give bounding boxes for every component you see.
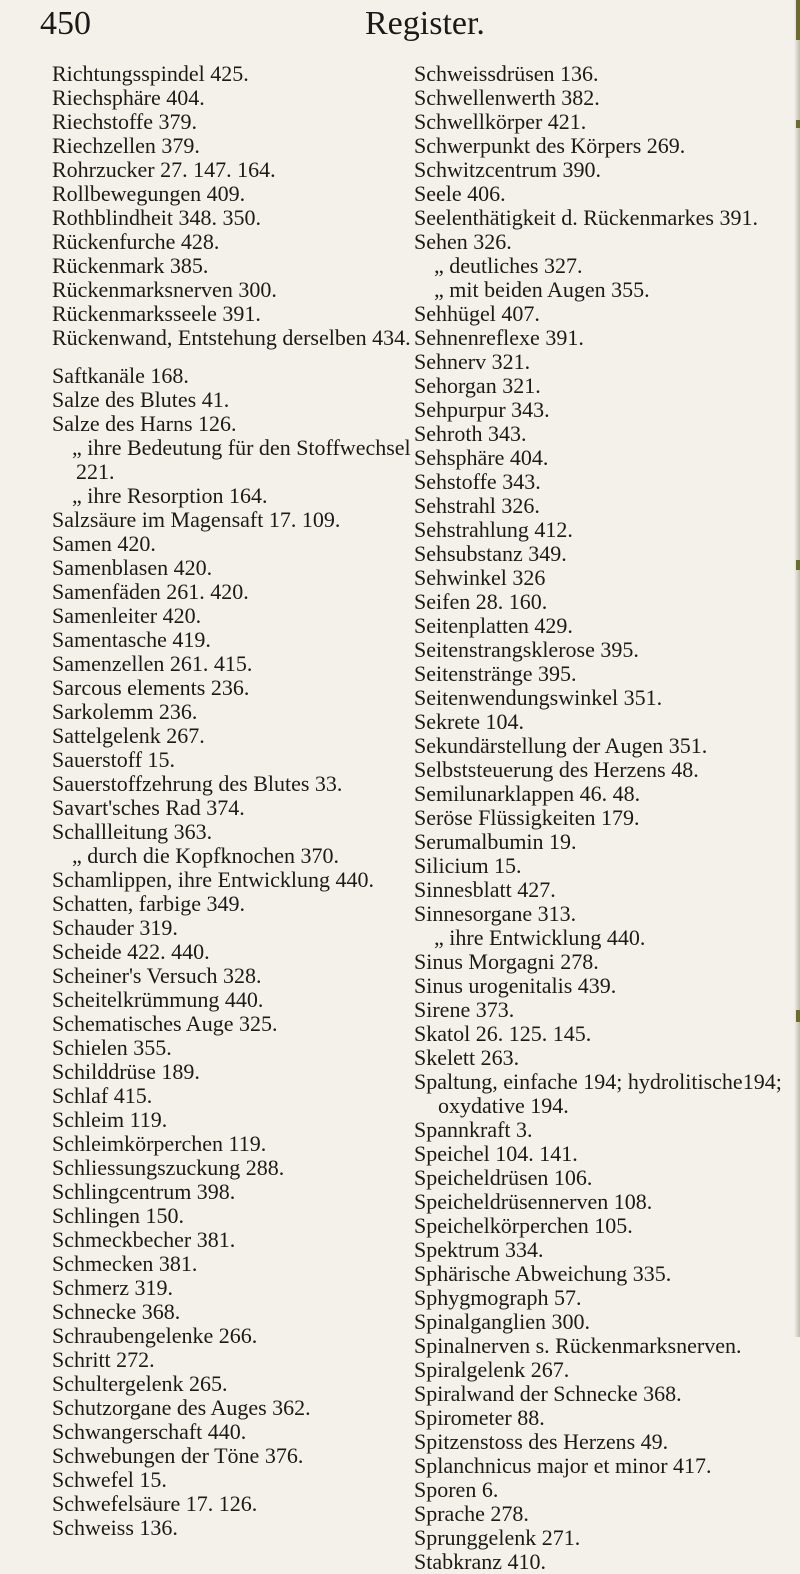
index-entry: Sinus Morgagni 278. — [414, 949, 599, 974]
index-entry: Speichel 104. 141. — [414, 1141, 578, 1166]
index-entry: Schweissdrüsen 136. — [414, 61, 599, 86]
index-entry: Schatten, farbige 349. — [52, 891, 246, 916]
index-entry: Samenleiter 420. — [52, 603, 202, 628]
index-entry: Rückenfurche 428. — [52, 229, 220, 254]
index-column-left — [52, 61, 411, 1540]
index-entry: Spinalganglien 300. — [414, 1309, 590, 1334]
index-entry: Sarkolemm 236. — [52, 699, 198, 724]
index-entry: Rückenmark 385. — [52, 253, 209, 278]
index-entry: Seelenthätigkeit d. Rückenmarkes 391. — [414, 205, 758, 230]
index-entry: Sinnesblatt 427. — [414, 877, 556, 902]
index-entry: Riechsphäre 404. — [52, 85, 205, 110]
page-edge-mark — [796, 0, 800, 40]
index-entry: Schematisches Auge 325. — [52, 1011, 278, 1036]
index-entry: Samentasche 419. — [52, 627, 211, 652]
index-entry: Splanchnicus major et minor 417. — [414, 1453, 712, 1478]
index-entry: Spaltung, einfache 194; hydrolitische194; — [414, 1069, 782, 1094]
index-entry: Samen 420. — [52, 531, 156, 556]
index-entry: Rollbewegungen 409. — [52, 181, 246, 206]
index-entry: 221. — [76, 459, 115, 484]
index-entry: Serumalbumin 19. — [414, 829, 577, 854]
index-entry: Schraubengelenke 266. — [52, 1323, 258, 1348]
index-entry: Schwellkörper 421. — [414, 109, 587, 134]
index-entry: Sehnenreflexe 391. — [414, 325, 584, 350]
index-entry: Schleim 119. — [52, 1107, 168, 1132]
index-entry: Sehnerv 321. — [414, 349, 531, 374]
index-entry: Stabkranz 410. — [414, 1549, 546, 1574]
index-entry: Semilunarklappen 46. 48. — [414, 781, 641, 806]
index-entry: Schmerz 319. — [52, 1275, 173, 1300]
index-entry: Sehroth 343. — [414, 421, 527, 446]
index-entry: Rückenmarksseele 391. — [52, 301, 261, 326]
index-entry: Sehpurpur 343. — [414, 397, 550, 422]
index-entry: Schutzorgane des Auges 362. — [52, 1395, 311, 1420]
page-edge-shadow — [794, 0, 800, 1337]
index-entry: Speicheldrüsennerven 108. — [414, 1189, 653, 1214]
index-entry: Schmecken 381. — [52, 1251, 198, 1276]
index-entry: Skatol 26. 125. 145. — [414, 1021, 592, 1046]
index-entry: Seitenstrangsklerose 395. — [414, 637, 639, 662]
running-header: Register. — [365, 5, 485, 42]
index-entry: Sehstrahlung 412. — [414, 517, 573, 542]
page-number: 450 — [40, 5, 91, 42]
index-entry: Silicium 15. — [414, 853, 522, 878]
index-entry: Schwellenwerth 382. — [414, 85, 600, 110]
index-entry: Samenblasen 420. — [52, 555, 213, 580]
index-entry: Salze des Harns 126. — [52, 411, 237, 436]
index-entry: Spannkraft 3. — [414, 1117, 533, 1142]
index-entry: Sinnesorgane 313. — [414, 901, 577, 926]
index-entry: Rothblindheit 348. 350. — [52, 205, 261, 230]
index-entry: „ ihre Resorption 164. — [72, 483, 268, 508]
index-entry: Spirometer 88. — [414, 1405, 545, 1430]
index-entry: Schwefel 15. — [52, 1467, 167, 1492]
index-entry: „ ihre Entwicklung 440. — [434, 925, 646, 950]
index-entry: Sauerstoffzehrung des Blutes 33. — [52, 771, 343, 796]
index-entry: Spiralgelenk 267. — [414, 1357, 570, 1382]
index-entry: Scheitelkrümmung 440. — [52, 987, 264, 1012]
index-entry: Rückenwand, Entstehung derselben 434. — [52, 325, 411, 350]
index-entry: Schallleitung 363. — [52, 819, 213, 844]
index-entry: Schauder 319. — [52, 915, 178, 940]
index-entry: Schwitzcentrum 390. — [414, 157, 601, 182]
index-entry: Schliessungszuckung 288. — [52, 1155, 285, 1180]
index-entry: Spitzenstoss des Herzens 49. — [414, 1429, 669, 1454]
index-entry: Sehsphäre 404. — [414, 445, 549, 470]
index-entry: Seröse Flüssigkeiten 179. — [414, 805, 640, 830]
index-entry: Schlingcentrum 398. — [52, 1179, 236, 1204]
index-entry: Sirene 373. — [414, 997, 515, 1022]
index-entry: Sehsubstanz 349. — [414, 541, 567, 566]
index-entry: Riechzellen 379. — [52, 133, 200, 158]
index-entry: Rückenmarksnerven 300. — [52, 277, 277, 302]
index-entry: Sehorgan 321. — [414, 373, 541, 398]
index-column-right — [414, 62, 800, 1574]
index-entry: Seifen 28. 160. — [414, 589, 548, 614]
index-entry: Sehstoffe 343. — [414, 469, 541, 494]
index-entry: Spinalnerven s. Rückenmarksnerven. — [414, 1333, 742, 1358]
index-entry: Riechstoffe 379. — [52, 109, 198, 134]
index-entry: Sattelgelenk 267. — [52, 723, 205, 748]
index-entry: Sarcous elements 236. — [52, 675, 250, 700]
index-entry: Schritt 272. — [52, 1347, 155, 1372]
index-entry: Sprunggelenk 271. — [414, 1525, 581, 1550]
page-edge-mark — [796, 120, 800, 128]
index-entry: Spektrum 334. — [414, 1237, 544, 1262]
index-entry: Spiralwand der Schnecke 368. — [414, 1381, 682, 1406]
index-entry: Sekundärstellung der Augen 351. — [414, 733, 708, 758]
index-entry: Schultergelenk 265. — [52, 1371, 228, 1396]
index-entry: Schweiss 136. — [52, 1515, 178, 1540]
index-entry: „ mit beiden Augen 355. — [434, 277, 650, 302]
index-entry: Schlingen 150. — [52, 1203, 184, 1228]
index-entry: Samenzellen 261. 415. — [52, 651, 253, 676]
index-entry: Schwebungen der Töne 376. — [52, 1443, 304, 1468]
index-entry: Seele 406. — [414, 181, 506, 206]
index-entry: Savart'sches Rad 374. — [52, 795, 245, 820]
page-edge-mark — [796, 560, 800, 570]
index-entry: „ durch die Kopfknochen 370. — [72, 843, 339, 868]
index-entry: „ ihre Bedeutung für den Stoffwechsel — [72, 435, 411, 460]
index-entry: Richtungsspindel 425. — [52, 61, 249, 86]
index-entry: Skelett 263. — [414, 1045, 520, 1070]
index-entry: Sauerstoff 15. — [52, 747, 176, 772]
index-entry: Salzsäure im Magensaft 17. 109. — [52, 507, 341, 532]
index-entry: Sphygmograph 57. — [414, 1285, 582, 1310]
index-entry: „ deutliches 327. — [434, 253, 583, 278]
index-entry: Sekrete 104. — [414, 709, 524, 734]
index-entry: Saftkanäle 168. — [52, 363, 189, 388]
index-entry: Schmeckbecher 381. — [52, 1227, 236, 1252]
index-entry: Speicheldrüsen 106. — [414, 1165, 593, 1190]
index-entry: Schielen 355. — [52, 1035, 172, 1060]
index-entry: Sinus urogenitalis 439. — [414, 973, 617, 998]
index-entry: Scheiner's Versuch 328. — [52, 963, 262, 988]
index-entry: Sprache 278. — [414, 1501, 529, 1526]
index-entry: Sehstrahl 326. — [414, 493, 540, 518]
index-entry: Samenfäden 261. 420. — [52, 579, 249, 604]
index-entry: Schwerpunkt des Körpers 269. — [414, 133, 686, 158]
index-entry: Rohrzucker 27. 147. 164. — [52, 157, 276, 182]
index-entry: Seitenstränge 395. — [414, 661, 577, 686]
index-entry: Schwefelsäure 17. 126. — [52, 1491, 258, 1516]
index-entry: Schnecke 368. — [52, 1299, 181, 1324]
index-entry: Seitenplatten 429. — [414, 613, 573, 638]
index-entry: Scheide 422. 440. — [52, 939, 210, 964]
index-entry: Schlaf 415. — [52, 1083, 153, 1108]
index-entry: oxydative 194. — [438, 1093, 569, 1118]
index-entry: Seitenwendungswinkel 351. — [414, 685, 663, 710]
index-entry: Schwangerschaft 440. — [52, 1419, 247, 1444]
index-entry: Sphärische Abweichung 335. — [414, 1261, 672, 1286]
index-entry: Sehen 326. — [414, 229, 512, 254]
index-entry: Schamlippen, ihre Entwicklung 440. — [52, 867, 374, 892]
index-entry: Selbststeuerung des Herzens 48. — [414, 757, 699, 782]
index-entry: Speichelkörperchen 105. — [414, 1213, 633, 1238]
index-entry: Salze des Blutes 41. — [52, 387, 230, 412]
index-entry: Schleimkörperchen 119. — [52, 1131, 267, 1156]
index-entry: Schilddrüse 189. — [52, 1059, 200, 1084]
page-edge-mark — [796, 1010, 800, 1022]
index-entry: Sporen 6. — [414, 1477, 499, 1502]
index-entry: Sehhügel 407. — [414, 301, 540, 326]
index-entry: Sehwinkel 326 — [414, 565, 546, 590]
